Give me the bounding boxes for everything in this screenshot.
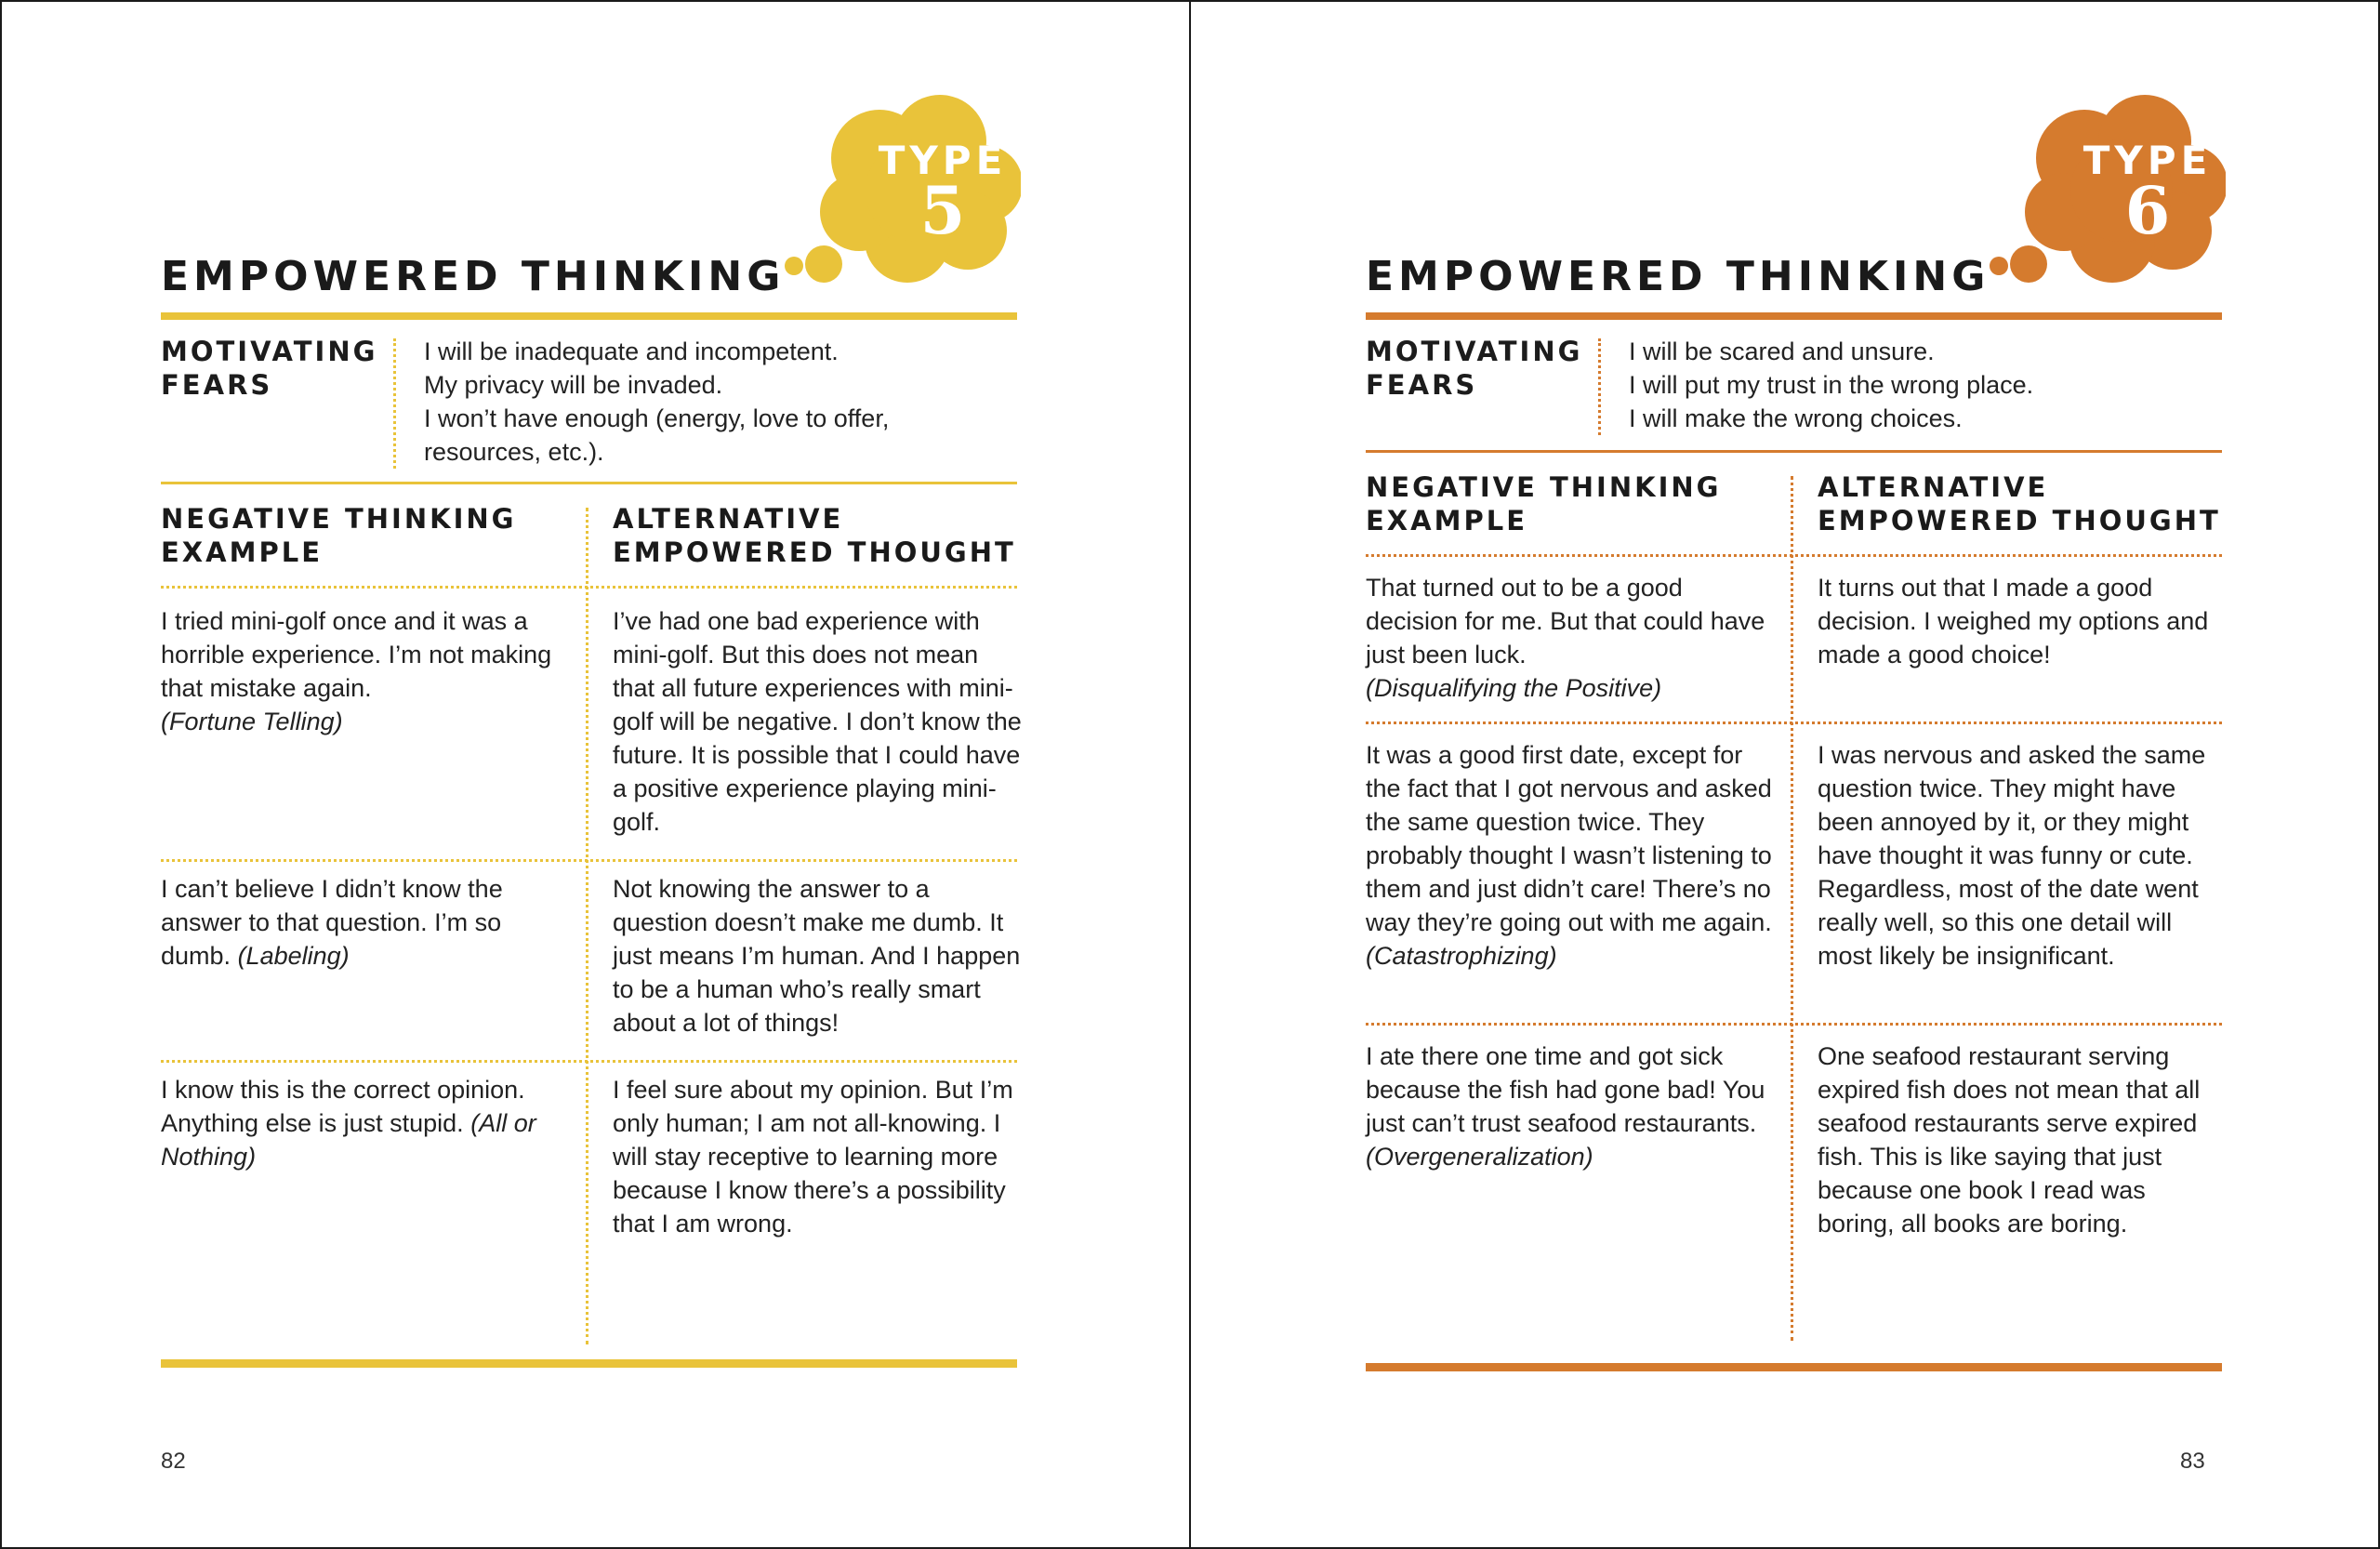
header-line: EMPOWERED THOUGHT bbox=[613, 536, 1016, 568]
distortion-label: (Disqualifying the Positive) bbox=[1366, 674, 1662, 702]
negative-text: I can’t believe I didn’t know the answer to that question. I’m so dumb. bbox=[161, 875, 503, 970]
page-title: EMPOWERED THINKING bbox=[1366, 253, 1990, 300]
fear-item: resources, etc.). bbox=[424, 438, 604, 466]
fears-label-line: FEARS bbox=[161, 369, 273, 401]
page-title: EMPOWERED THINKING bbox=[161, 253, 786, 300]
negative-text: It was a good first date, except for the fact that I got nervous and asked the same question twice. They probably thought I wasn’t listening to them and just didn’t care! There’s no way they’re going out with me again. bbox=[1366, 741, 1772, 936]
fears-label-line: MOTIVATING bbox=[1366, 336, 1583, 367]
negative-text: I know this is the correct opinion. Anything else is just stupid. bbox=[161, 1076, 525, 1137]
header-line: NEGATIVE THINKING bbox=[1366, 471, 1722, 503]
header-line: ALTERNATIVE bbox=[1818, 471, 2049, 503]
page-number: 83 bbox=[2180, 1449, 2205, 1474]
fear-item: I will be scared and unsure. bbox=[1629, 338, 1935, 365]
negative-cell bbox=[161, 1073, 570, 1173]
distortion-label: (Overgeneralization) bbox=[1366, 1143, 1593, 1171]
badge-type-number: 5 bbox=[919, 172, 966, 249]
fear-item: I will put my trust in the wrong place. bbox=[1629, 371, 2034, 399]
badge-type-number: 6 bbox=[2124, 172, 2171, 249]
alternative-cell: It turns out that I made a good decision. I weighed my options and made a good choice! bbox=[1818, 574, 2209, 669]
distortion-label: (Catastrophizing) bbox=[1366, 942, 1557, 970]
negative-cell bbox=[161, 872, 570, 973]
header-alternative bbox=[1818, 470, 2236, 537]
type-6-cloud-badge bbox=[1982, 93, 2226, 298]
table-top-rule bbox=[161, 482, 1017, 484]
fears-label bbox=[1366, 335, 1583, 402]
negative-cell bbox=[1366, 1039, 1775, 1173]
fears-label bbox=[161, 335, 378, 402]
fear-item: I won’t have enough (energy, love to offer, bbox=[424, 404, 890, 432]
table-top-rule bbox=[1366, 450, 2222, 453]
type-5-cloud-badge bbox=[777, 93, 1021, 298]
row-divider bbox=[1366, 722, 2222, 724]
fears-list bbox=[424, 335, 1010, 469]
fears-divider bbox=[393, 338, 396, 469]
header-line: NEGATIVE THINKING bbox=[161, 503, 517, 535]
fears-divider bbox=[1598, 338, 1601, 435]
badge-type-word: TYPE bbox=[2082, 138, 2213, 183]
row-divider bbox=[161, 859, 1017, 862]
column-divider bbox=[1791, 476, 1793, 1341]
header-negative bbox=[161, 502, 579, 569]
top-rule bbox=[1366, 312, 2222, 320]
row-divider bbox=[1366, 1023, 2222, 1026]
badge-type-word: TYPE bbox=[878, 138, 1008, 183]
fear-item: I will be inadequate and incompetent. bbox=[424, 338, 839, 365]
bottom-rule bbox=[161, 1359, 1017, 1368]
fears-label-line: MOTIVATING bbox=[161, 336, 378, 367]
header-alternative bbox=[613, 502, 1031, 569]
negative-text: That turned out to be a good decision for me. But that could have just been luck. bbox=[1366, 574, 1765, 669]
fear-item: I will make the wrong choices. bbox=[1629, 404, 1963, 432]
negative-cell bbox=[1366, 571, 1775, 705]
row-divider bbox=[161, 586, 1017, 589]
distortion-label: (Labeling) bbox=[237, 942, 350, 970]
column-divider bbox=[586, 508, 588, 1344]
header-line: EXAMPLE bbox=[161, 536, 324, 568]
fears-label-line: FEARS bbox=[1366, 369, 1478, 401]
header-line: ALTERNATIVE bbox=[613, 503, 844, 535]
negative-text: I ate there one time and got sick because the fish had gone bad! You just can’t trust seafood restaurants. bbox=[1366, 1042, 1765, 1137]
distortion-label: (All or Nothing) bbox=[161, 1109, 536, 1171]
alternative-cell: I’ve had one bad experience with mini-golf. But this does not mean that all future experiences with mini-golf will be negative. I don’t know the future. It is possible that I could have a positive experience playing mini-golf. bbox=[613, 607, 1022, 836]
negative-cell bbox=[161, 604, 570, 738]
top-rule bbox=[161, 312, 1017, 320]
alternative-cell: One seafood restaurant serving expired fish does not mean that all seafood restaurants serve expired fish. This is like saying that just because one book I read was boring, all books are boring. bbox=[1818, 1042, 2201, 1238]
header-line: EMPOWERED THOUGHT bbox=[1818, 505, 2221, 536]
alternative-cell: Not knowing the answer to a question doesn’t make me dumb. It just means I’m human. And I happen to be a human who’s really smart about a lot of things! bbox=[613, 875, 1021, 1037]
fear-item: My privacy will be invaded. bbox=[424, 371, 723, 399]
negative-text: I tried mini-golf once and it was a horrible experience. I’m not making that mistake again. bbox=[161, 607, 552, 702]
page-right bbox=[1190, 0, 2380, 1549]
distortion-label: (Fortune Telling) bbox=[161, 708, 343, 735]
page-number: 82 bbox=[161, 1449, 186, 1474]
fears-list bbox=[1629, 335, 2215, 435]
header-line: EXAMPLE bbox=[1366, 505, 1528, 536]
row-divider bbox=[161, 1060, 1017, 1063]
row-divider bbox=[1366, 554, 2222, 557]
negative-cell bbox=[1366, 738, 1775, 973]
bottom-rule bbox=[1366, 1363, 2222, 1371]
alternative-cell: I feel sure about my opinion. But I’m only human; I am not all-knowing. I will stay receptive to learning more because I know there’s a possibility that I am wrong. bbox=[613, 1076, 1013, 1238]
header-negative bbox=[1366, 470, 1784, 537]
alternative-cell: I was nervous and asked the same question twice. They might have been annoyed by it, or they might have thought it was funny or cute. Regardless, most of the date went really well, so this one detail will most likely be insignificant. bbox=[1818, 741, 2206, 970]
